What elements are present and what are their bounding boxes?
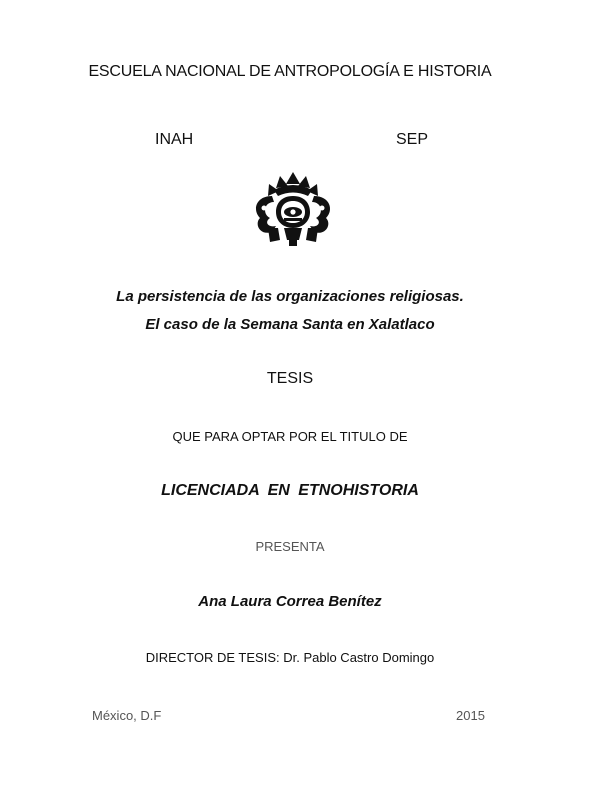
inah-label: INAH — [155, 131, 194, 148]
document-type: TESIS — [266, 370, 314, 387]
year-label: 2015 — [456, 708, 485, 723]
degree-purpose: QUE PARA OPTAR POR EL TITULO DE — [172, 429, 408, 444]
school-name: ESCUELA NACIONAL DE ANTROPOLOGÍA E HISTORIA — [88, 63, 492, 80]
thesis-title-line-1: La persistencia de las organizaciones religiosas. — [116, 288, 464, 305]
thesis-director: DIRECTOR DE TESIS: Dr. Pablo Castro Domingo — [145, 650, 435, 665]
inah-emblem-icon — [250, 170, 336, 248]
degree-title: LICENCIADA EN ETNOHISTORIA — [161, 482, 419, 499]
presents-label: PRESENTA — [255, 539, 325, 554]
author-name: Ana Laura Correa Benítez — [198, 593, 382, 610]
place-label: México, D.F — [92, 708, 162, 723]
sep-label: SEP — [396, 131, 429, 148]
thesis-title-line-2: El caso de la Semana Santa en Xalatlaco — [145, 316, 435, 333]
